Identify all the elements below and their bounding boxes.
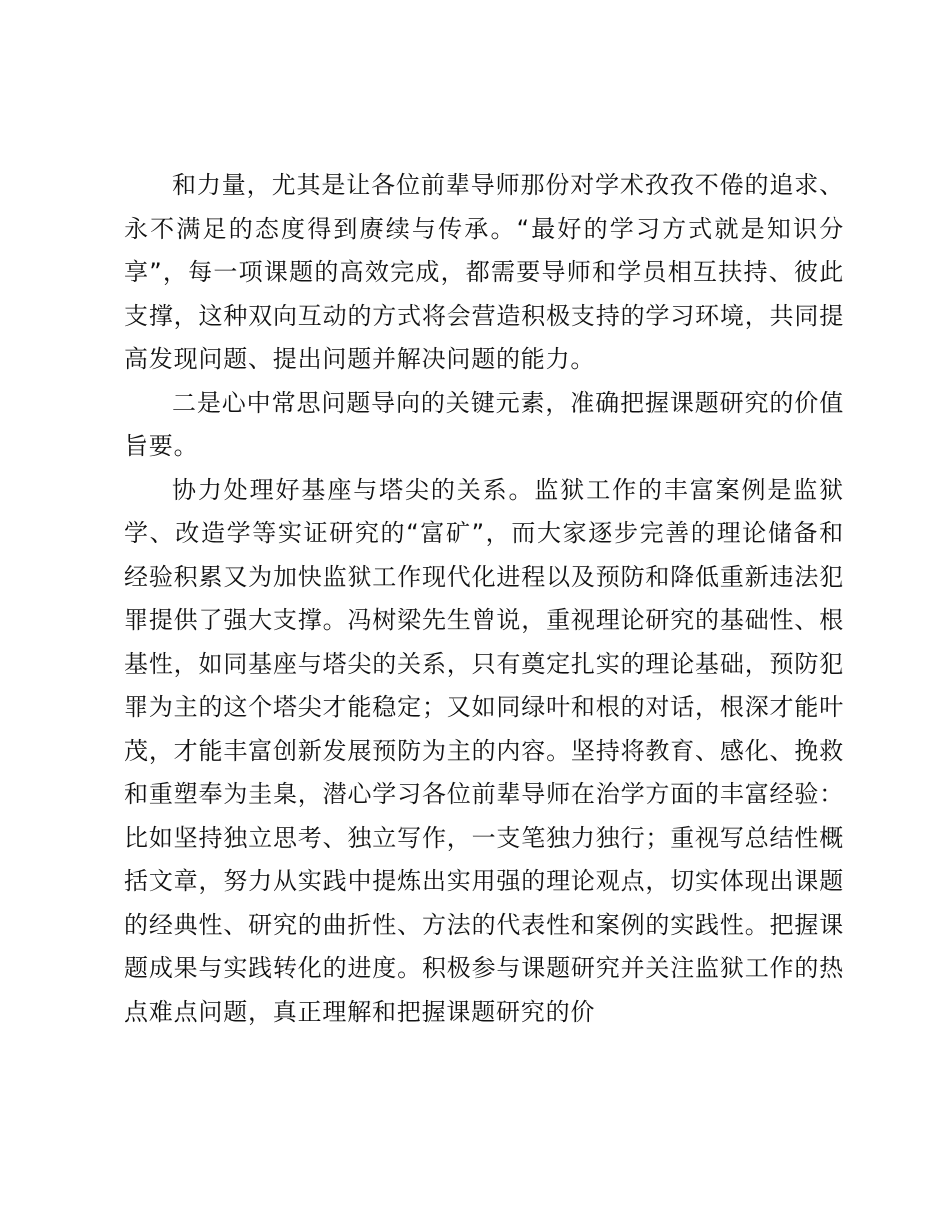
- paragraph-body: 协力处理好基座与塔尖的关系。监狱工作的丰富案例是监狱学、改造学等实证研究的“富矿”，而大家逐步完善的理论储备和经验积累又为加快监狱工作现代化进程以及预防和降低重新违法犯罪提供了强大支撑。冯树梁先生曾说，重视理论研究的基础性、根基性，如同基座与塔尖的关系，只有奠定扎实的理论基础，预防犯罪为主的这个塔尖才能稳定；又如同绿叶和根的对话，根深才能叶茂，才能丰富创新发展预防为主的内容。坚持将教育、感化、挽救和重塑奉为圭臬，潜心学习各位前辈导师在治学方面的丰富经验：比如坚持独立思考、独立写作，一支笔独力独行；重视写总结性概括文章，努力从实践中提炼出实用强的理论观点，切实体现出课题的经典性、研究的曲折性、方法的代表性和案例的实践性。把握课题成果与实践转化的进度。积极参与课题研究并关注监狱工作的热点难点问题，真正理解和把握课题研究的价: [124, 475, 844, 1026]
- paragraph-continuation: 和力量，尤其是让各位前辈导师那份对学术孜孜不倦的追求、永不满足的态度得到赓续与传承。“最好的学习方式就是知识分享”，每一项课题的高效完成，都需要导师和学员相互扶持、彼此支撑，这种双向互动的方式将会营造积极支持的学习环境，共同提高发现问题、提出问题并解决问题的能力。: [124, 171, 844, 373]
- paragraph-section-heading: 二是心中常思问题导向的关键元素，准确把握课题研究的价值旨要。: [124, 388, 844, 460]
- document-body: [124, 164, 844, 1034]
